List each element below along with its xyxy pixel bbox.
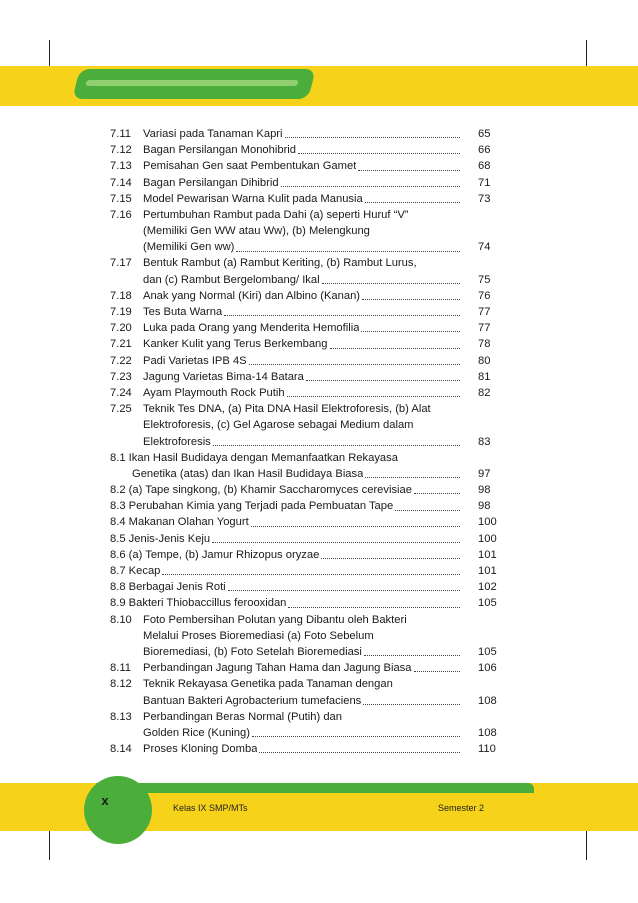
toc-entry-page: 75 [478, 273, 491, 286]
toc-entry-title: Anak yang Normal (Kiri) dan Albino (Kanan) [143, 289, 361, 302]
toc-entry-number: 7.22 [110, 354, 132, 367]
toc-entry-page: 100 [478, 516, 497, 529]
toc-entry-title: Pertumbuhan Rambut pada Dahi (a) seperti Huruf “V” [143, 208, 409, 221]
toc-entry-line [110, 191, 500, 207]
toc-entry-title: Elektroforesis [143, 435, 211, 448]
toc-leader-dots [287, 396, 460, 397]
toc-entry-page: 97 [478, 467, 491, 480]
toc-entry-page: 98 [478, 484, 491, 497]
toc-entry-title: (Memiliki Gen ww) [143, 241, 235, 254]
toc-entry-number: 7.21 [110, 338, 132, 351]
toc-entry-page: 81 [478, 370, 491, 383]
toc-entry-title: Melalui Proses Bioremediasi (a) Foto Sebelum [143, 629, 374, 642]
toc-entry-line [110, 336, 500, 352]
toc-entry-line [110, 239, 500, 255]
toc-entry-title: Tes Buta Warna [143, 306, 223, 319]
toc-entry-title: Kanker Kulit yang Terus Berkembang [143, 338, 328, 351]
toc-entry-page: 71 [478, 176, 491, 189]
toc-entry-title: Ayam Playmouth Rock Putih [143, 386, 285, 399]
toc-entry-title: Foto Pembersihan Polutan yang Dibantu oleh Bakteri [143, 613, 407, 626]
toc-entry-line [110, 353, 500, 369]
toc-entry-title: Perbandingan Jagung Tahan Hama dan Jagung Biasa [143, 662, 412, 675]
toc-entry-line [110, 676, 500, 692]
toc-leader-dots [330, 348, 461, 349]
toc-entry-title: Bentuk Rambut (a) Rambut Keriting, (b) Rambut Lurus, [143, 257, 417, 270]
toc-leader-dots [212, 542, 460, 543]
toc-entry-number: 7.23 [110, 370, 132, 383]
toc-entry-page: 100 [478, 532, 497, 545]
toc-entry-line [110, 660, 500, 676]
toc-entry-line [110, 434, 500, 450]
toc-entry-line [110, 547, 500, 563]
toc-entry-title: Elektroforesis, (c) Gel Agarose sebagai Medium dalam [143, 419, 414, 432]
toc-entry-page: 82 [478, 386, 491, 399]
toc-entry-title: Perbandingan Beras Normal (Putih) dan [143, 710, 342, 723]
toc-entry-line [110, 417, 500, 433]
toc-entry-page: 73 [478, 192, 491, 205]
toc-entry-number: 8.14 [110, 743, 132, 756]
toc-leader-dots [414, 671, 461, 672]
toc-entry-title: 8.1 Ikan Hasil Budidaya dengan Memanfaatkan Rekayasa [110, 451, 398, 464]
toc-entry-number: 8.13 [110, 710, 132, 723]
footer-green-strip [96, 783, 534, 793]
toc-entry-title: Teknik Tes DNA, (a) Pita DNA Hasil Elektroforesis, (b) Alat [143, 403, 431, 416]
toc-entry-number: 8.10 [110, 613, 132, 626]
toc-entry-line [110, 207, 500, 223]
toc-leader-dots [259, 752, 460, 753]
toc-entry-title: Pemisahan Gen saat Pembentukan Gamet [143, 160, 357, 173]
toc-entry-line [110, 612, 500, 628]
toc-entry-title: Jagung Varietas Bima-14 Batara [143, 370, 304, 383]
toc-entry-page: 65 [478, 127, 491, 140]
toc-leader-dots [298, 153, 460, 154]
toc-entry-line [110, 401, 500, 417]
page-number-badge [84, 776, 152, 844]
toc-entry-line [110, 482, 500, 498]
toc-entry-page: 101 [478, 565, 497, 578]
toc-leader-dots [361, 331, 460, 332]
toc-entry-line [110, 498, 500, 514]
toc-entry-line [110, 272, 500, 288]
toc-entry-page: 66 [478, 144, 491, 157]
toc-leader-dots [224, 315, 460, 316]
toc-entry-line [110, 531, 500, 547]
toc-entry-line [110, 158, 500, 174]
toc-entry-title: Golden Rice (Kuning) [143, 726, 250, 739]
toc-entry-number: 8.12 [110, 678, 132, 691]
footer-class-label: Kelas IX SMP/MTs [173, 803, 248, 813]
toc-entry-page: 77 [478, 322, 491, 335]
header-tab-highlight [85, 80, 298, 86]
toc-entry-title: Luka pada Orang yang Menderita Hemofilia [143, 322, 360, 335]
toc-entry-number: 7.18 [110, 289, 132, 302]
toc-entry-number: 7.19 [110, 306, 132, 319]
toc-entry-line [110, 595, 500, 611]
toc-entry-title: Genetika (atas) dan Ikan Hasil Budidaya Biasa [132, 467, 364, 480]
toc-entry-page: 110 [478, 743, 496, 756]
toc-entry-number: 7.14 [110, 176, 132, 189]
toc-leader-dots [288, 607, 460, 608]
toc-entry-page: 76 [478, 289, 491, 302]
toc-entry-title: 8.6 (a) Tempe, (b) Jamur Rhizopus oryzae [110, 548, 320, 561]
toc-entry-number: 7.25 [110, 403, 132, 416]
toc-entry-title: Bantuan Bakteri Agrobacterium tumefaciens [143, 694, 362, 707]
toc-leader-dots [285, 137, 460, 138]
toc-entry-page: 106 [478, 662, 497, 675]
toc-entry-title: Padi Varietas IPB 4S [143, 354, 247, 367]
toc-entry-line [110, 466, 500, 482]
toc-leader-dots [365, 202, 460, 203]
toc-leader-dots [363, 704, 460, 705]
toc-leader-dots [322, 283, 460, 284]
toc-entry-number: 7.17 [110, 257, 132, 270]
toc-leader-dots [228, 590, 460, 591]
toc-entry-title: 8.3 Perubahan Kimia yang Terjadi pada Pembuatan Tape [110, 500, 394, 513]
toc-entry-page: 77 [478, 306, 491, 319]
toc-entry-page: 83 [478, 435, 491, 448]
toc-entry-number: 7.11 [110, 127, 131, 140]
toc-entry-number: 7.16 [110, 208, 132, 221]
toc-entry-line [110, 304, 500, 320]
toc-entry-line [110, 450, 500, 466]
toc-entry-title: Proses Kloning Domba [143, 743, 258, 756]
toc-leader-dots [236, 251, 460, 252]
toc-entry-line [110, 175, 500, 191]
toc-entry-title: 8.8 Berbagai Jenis Roti [110, 581, 226, 594]
toc-entry-number: 7.20 [110, 322, 132, 335]
toc-leader-dots [414, 493, 460, 494]
toc-leader-dots [321, 558, 460, 559]
toc-entry-line [110, 628, 500, 644]
toc-entry-page: 78 [478, 338, 491, 351]
page-number: x [101, 792, 109, 808]
toc-entry-line [110, 709, 500, 725]
toc-entry-line [110, 256, 500, 272]
footer-semester-label: Semester 2 [438, 803, 485, 813]
crop-mark [586, 826, 587, 860]
toc-leader-dots [249, 364, 460, 365]
toc-leader-dots [362, 299, 460, 300]
toc-entry-page: 108 [478, 726, 497, 739]
toc-entry-page: 68 [478, 160, 491, 173]
toc-entry-title: Bioremediasi, (b) Foto Setelah Bioremediasi [143, 645, 362, 658]
toc-entry-page: 98 [478, 500, 491, 513]
toc-entry-page: 102 [478, 581, 497, 594]
toc-entry-title: 8.2 (a) Tape singkong, (b) Khamir Saccharomyces cerevisiae [110, 484, 412, 497]
toc-leader-dots [364, 655, 460, 656]
toc-entry-line [110, 142, 500, 158]
toc-entry-number: 7.15 [110, 192, 132, 205]
toc-leader-dots [162, 574, 460, 575]
crop-mark [49, 826, 50, 860]
toc-leader-dots [395, 510, 460, 511]
toc-entry-page: 101 [478, 548, 497, 561]
toc-leader-dots [251, 526, 460, 527]
toc-entry-line [110, 320, 500, 336]
toc-entry-number: 7.24 [110, 386, 132, 399]
toc-entry-line [110, 644, 500, 660]
toc-entry-number: 7.13 [110, 160, 132, 173]
toc-entry-line [110, 223, 500, 239]
toc-entry-title: Variasi pada Tanaman Kapri [143, 127, 283, 140]
toc-entry-title: 8.4 Makanan Olahan Yogurt [110, 516, 249, 529]
toc-entry-title: Bagan Persilangan Monohibrid [143, 144, 296, 157]
list-of-figures [110, 126, 500, 757]
toc-entry-line [110, 693, 500, 709]
toc-entry-title: Model Pewarisan Warna Kulit pada Manusia [143, 192, 363, 205]
toc-entry-line [110, 126, 500, 142]
toc-entry-page: 105 [478, 645, 497, 658]
toc-entry-line [110, 579, 500, 595]
toc-entry-line [110, 385, 500, 401]
toc-entry-title: 8.9 Bakteri Thiobaccillus ferooxidan [110, 597, 287, 610]
toc-entry-line [110, 288, 500, 304]
toc-entry-page: 105 [478, 597, 497, 610]
toc-entry-title: dan (c) Rambut Bergelombang/ Ikal [143, 273, 320, 286]
toc-entry-line [110, 369, 500, 385]
toc-leader-dots [306, 380, 460, 381]
toc-entry-title: Bagan Persilangan Dihibrid [143, 176, 279, 189]
toc-leader-dots [252, 736, 460, 737]
toc-entry-title: Teknik Rekayasa Genetika pada Tanaman dengan [143, 678, 393, 691]
toc-entry-page: 108 [478, 694, 497, 707]
toc-leader-dots [281, 186, 460, 187]
toc-entry-number: 7.12 [110, 144, 132, 157]
toc-entry-title: (Memiliki Gen WW atau Ww), (b) Melengkung [143, 225, 370, 238]
toc-entry-line [110, 725, 500, 741]
toc-entry-line [110, 515, 500, 531]
toc-leader-dots [358, 170, 460, 171]
toc-leader-dots [213, 445, 460, 446]
toc-entry-page: 80 [478, 354, 491, 367]
toc-entry-number: 8.11 [110, 662, 131, 675]
toc-entry-line [110, 741, 500, 757]
toc-entry-title: 8.5 Jenis-Jenis Keju [110, 532, 211, 545]
toc-entry-line [110, 563, 500, 579]
toc-leader-dots [365, 477, 460, 478]
toc-entry-title: 8.7 Kecap [110, 565, 161, 578]
toc-entry-page: 74 [478, 241, 491, 254]
